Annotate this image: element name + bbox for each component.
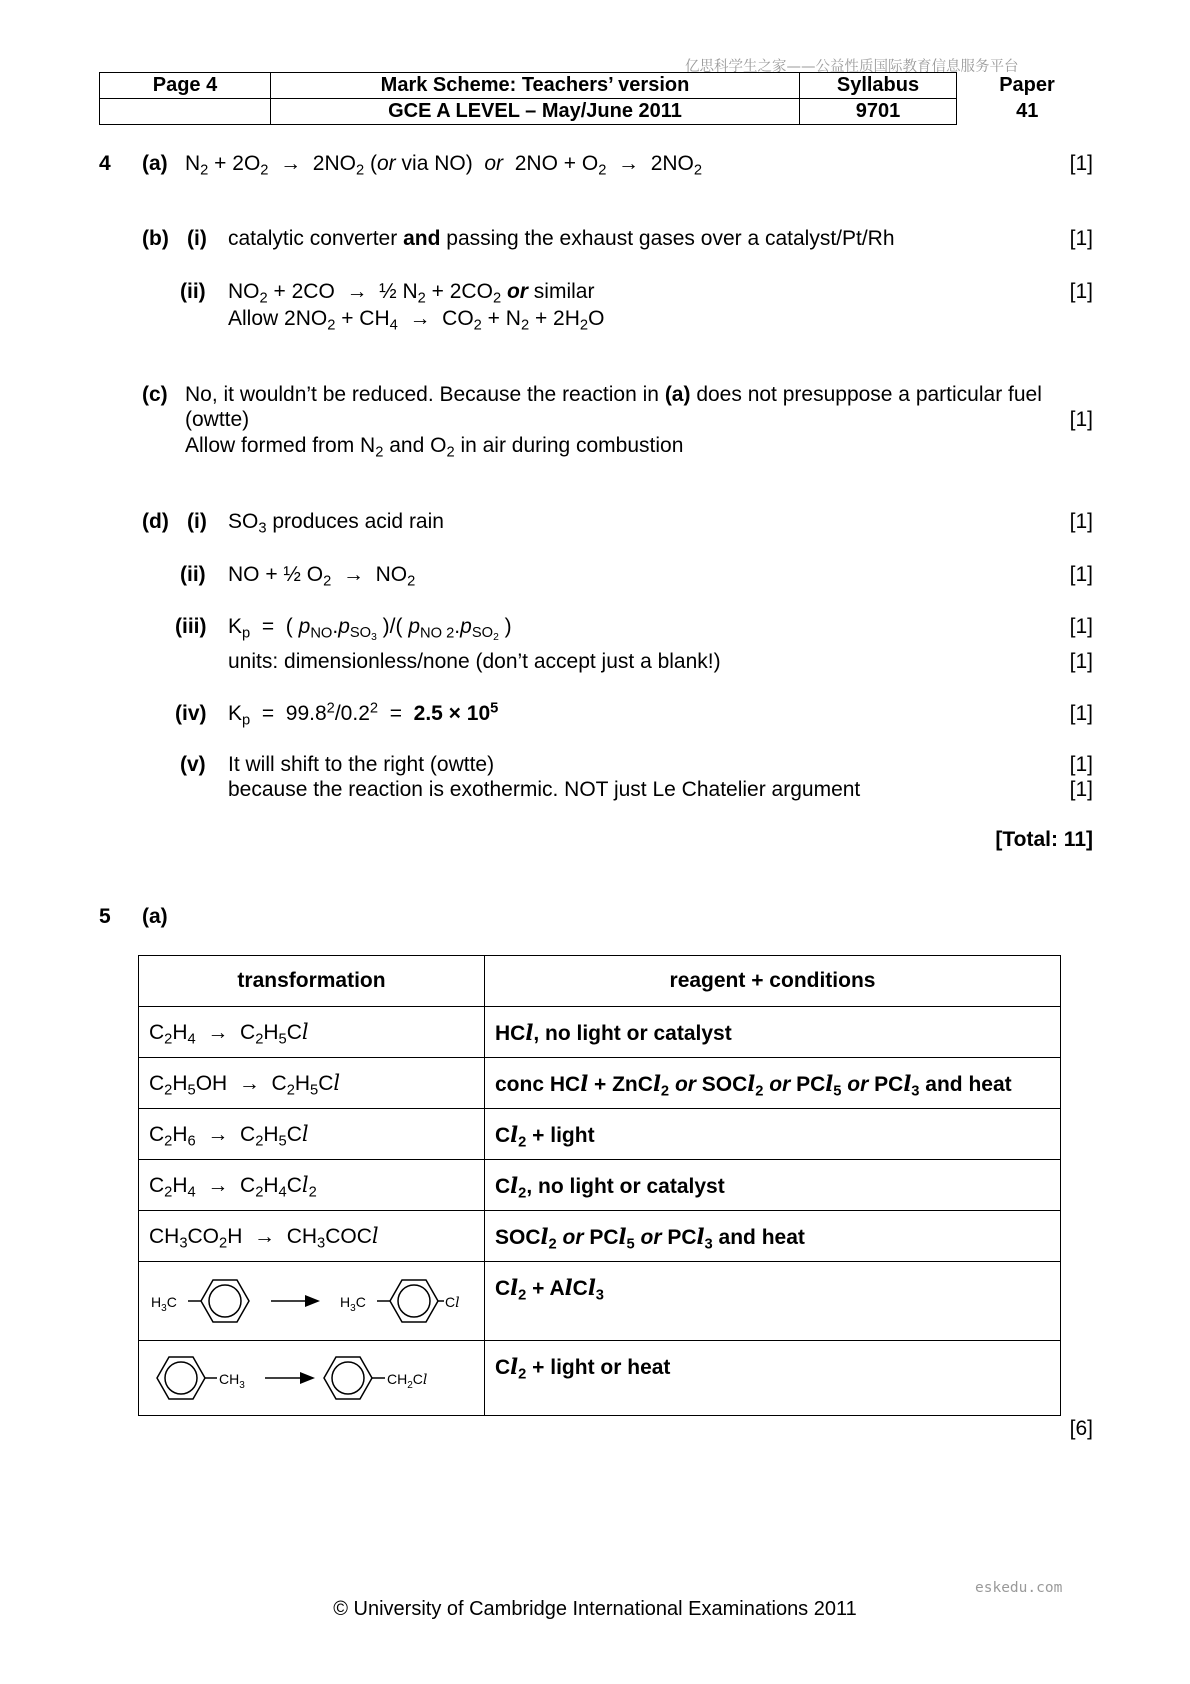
q4b-i-label: (i) bbox=[187, 227, 207, 250]
svg-text:H3C: $H_3C$ bbox=[151, 1294, 177, 1314]
transformation-cell: $C_2H_4 \to C_2H_4Cl_2$ bbox=[139, 1160, 485, 1211]
transformation-cell: $CH_3CO_2H$ → $CH_3COCl$ bbox=[139, 1211, 485, 1262]
mark: [1] bbox=[1069, 778, 1093, 801]
mark: [1] bbox=[1069, 615, 1093, 638]
svg-text:CH2Cl: $CH_2Cl$ bbox=[387, 1371, 428, 1391]
q5a-label: (a) bbox=[142, 905, 168, 928]
reagent-cell: conc HCl + ZnCl$_2$ or SOCl$_2$ or PCl$_5$ or PCl$_3$ and heat bbox=[485, 1058, 1061, 1109]
paper-label: Paper bbox=[999, 74, 1055, 96]
page-label: Page 4 bbox=[100, 73, 271, 99]
mark: [1] bbox=[1069, 227, 1093, 250]
header-empty-cell bbox=[100, 99, 271, 125]
q4b-ii-allow: Allow $2NO_2 + CH_4 \to CO_2 + N_2 + 2H_2O$ bbox=[228, 307, 605, 334]
svg-text:Cl: Cl bbox=[445, 1294, 460, 1311]
transformation-cell bbox=[139, 1341, 485, 1416]
question-5-number: 5 bbox=[99, 905, 111, 928]
reagent-cell: $Cl_2$ + light bbox=[485, 1109, 1061, 1160]
watermark-top: 亿思科学生之家——公益性质国际教育信息服务平台 bbox=[685, 59, 1019, 75]
q4d-v-label: (v) bbox=[180, 753, 206, 776]
transformation-cell: $C_2H_4 \to C_2H_5Cl$ bbox=[139, 1007, 485, 1058]
reagent-cell: $Cl_2$ + AlCl$_3$ bbox=[485, 1262, 1061, 1341]
mark: [1] bbox=[1069, 280, 1093, 303]
col-transformation-header: transformation bbox=[139, 956, 485, 1007]
question-4-number: 4 bbox=[99, 152, 111, 175]
q4b-ii-equation: $NO_2 + 2CO$ → ½ $N_2 + 2CO_2$ or similar bbox=[228, 280, 595, 307]
q4d-ii-equation: NO + ½ $O_2 \to NO_2$ bbox=[228, 563, 416, 590]
table-row bbox=[139, 1341, 1061, 1416]
table-row bbox=[139, 1058, 1061, 1109]
col-reagent-header: reagent + conditions bbox=[485, 956, 1061, 1007]
mark: [1] bbox=[1069, 563, 1093, 586]
toluene-chlorination-structure bbox=[145, 1266, 475, 1336]
reagent-cell: HCl, no light or catalyst bbox=[485, 1007, 1061, 1058]
q4d-iv-label: (iv) bbox=[175, 702, 207, 725]
q4-total: [Total: 11] bbox=[995, 828, 1093, 851]
q4c-allow: Allow formed from $N_2$ and $O_2$ in air during combustion bbox=[185, 434, 684, 461]
transformation-cell: $C_2H_6 \to C_2H_5Cl$ bbox=[139, 1109, 485, 1160]
svg-text:CH3: $CH_3$ bbox=[219, 1371, 245, 1391]
reagent-cell: $Cl_2$ + light or heat bbox=[485, 1341, 1061, 1416]
mark: [1] bbox=[1069, 152, 1093, 175]
q4d-i-label: (i) bbox=[187, 510, 207, 533]
table-row bbox=[139, 1007, 1061, 1058]
q4c-label: (c) bbox=[142, 383, 168, 406]
table-row bbox=[139, 1211, 1061, 1262]
watermark-bottom: eskedu.com bbox=[975, 1580, 1063, 1596]
mark: [1] bbox=[1069, 408, 1093, 431]
header-title: Mark Scheme: Teachers’ version bbox=[271, 73, 800, 99]
q4d-v-answer-2: because the reaction is exothermic. NOT just Le Chatelier argument bbox=[228, 778, 861, 801]
mark: [1] bbox=[1069, 510, 1093, 533]
header-subtitle: GCE A LEVEL – May/June 2011 bbox=[271, 99, 800, 125]
q4d-iii-label: (iii) bbox=[175, 615, 207, 638]
table-header-row bbox=[139, 956, 1061, 1007]
syllabus-label: Syllabus bbox=[800, 73, 957, 99]
q4b-label: (b) bbox=[142, 227, 169, 250]
reagent-cell: SOCl$_2$ or PCl$_5$ or PCl$_3$ and heat bbox=[485, 1211, 1061, 1262]
q4d-iii-units: units: dimensionless/none (don’t accept just a blank!) bbox=[228, 650, 721, 673]
q4d-iv-calculation: $K_p = 99.8^2/0.2^2 = 2.5 \times 10^5$ bbox=[228, 700, 499, 729]
q5a-total-mark: [6] bbox=[1069, 1417, 1093, 1440]
table-row bbox=[139, 1160, 1061, 1211]
q4a-equation: $N_2 + 2O_2 \to 2NO_2$ (or via NO) or $2NO + O_2 \to 2NO_2$ bbox=[185, 152, 703, 179]
q4d-v-answer-1: It will shift to the right (owtte) bbox=[228, 753, 495, 776]
q4d-i-answer: $SO_3$ produces acid rain bbox=[228, 510, 444, 537]
reagent-table bbox=[138, 955, 1061, 1416]
reagent-cell: $Cl_2$, no light or catalyst bbox=[485, 1160, 1061, 1211]
q4a-label: (a) bbox=[142, 152, 168, 175]
transformation-cell: $C_2H_5OH \to C_2H_5Cl$ bbox=[139, 1058, 485, 1109]
q4d-label: (d) bbox=[142, 510, 169, 533]
q4c-owtte: (owtte) bbox=[185, 408, 250, 431]
syllabus-value: 9701 bbox=[800, 99, 957, 125]
toluene-side-chain-chlorination-structure bbox=[145, 1345, 475, 1411]
table-row bbox=[139, 1109, 1061, 1160]
copyright-footer: © University of Cambridge International Examinations 2011 bbox=[333, 1598, 857, 1620]
mark: [1] bbox=[1069, 650, 1093, 673]
mark: [1] bbox=[1069, 702, 1093, 725]
header-table bbox=[99, 72, 1098, 125]
table-row bbox=[139, 1262, 1061, 1341]
svg-text:H3C: $H_3C$ bbox=[340, 1294, 366, 1314]
q4d-ii-label: (ii) bbox=[180, 563, 206, 586]
transformation-cell bbox=[139, 1262, 485, 1341]
q4c-answer: No, it wouldn’t be reduced. Because the reaction in (a) does not presuppose a particular fuel bbox=[185, 383, 1042, 406]
q4d-iii-expression: $K_p$ = ( $p_{NO}.p_{SO_3}$ )/( $p_{NO 2}.p_{SO_2}$ ) bbox=[228, 615, 512, 644]
mark: [1] bbox=[1069, 753, 1093, 776]
paper-value: 41 bbox=[1016, 100, 1039, 122]
q4b-ii-label: (ii) bbox=[180, 280, 206, 303]
q4b-i-answer: catalytic converter and passing the exhaust gases over a catalyst/Pt/Rh bbox=[228, 227, 895, 250]
